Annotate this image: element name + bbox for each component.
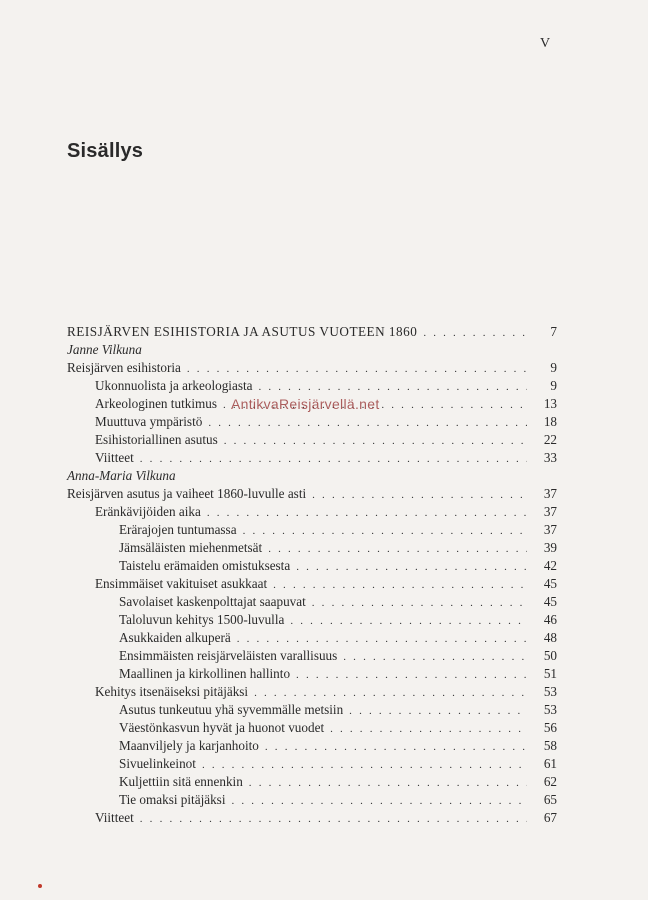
toc-entry-page: 65: [543, 792, 557, 807]
toc-entry-title: Maallinen ja kirkollinen hallinto: [119, 666, 291, 681]
toc-entry-page: 45: [543, 576, 557, 591]
dot-leader: [208, 414, 527, 432]
toc-entry-page: 53: [543, 702, 557, 717]
toc-entry-page: 9: [550, 378, 557, 393]
dot-leader: [202, 756, 527, 774]
dot-leader: [237, 630, 527, 648]
toc-entry[interactable]: [67, 809, 557, 827]
toc-entry[interactable]: [67, 485, 557, 503]
dot-leader: [268, 540, 527, 558]
toc-entry-page: 13: [543, 396, 557, 411]
toc-entry-page: 22: [543, 432, 557, 447]
dot-leader: [187, 360, 527, 378]
dot-leader: [296, 558, 527, 576]
toc-entry-title: Reisjärven esihistoria: [67, 360, 181, 375]
toc-entry[interactable]: [67, 449, 557, 467]
dot-leader: [249, 774, 527, 792]
dot-leader: [231, 792, 527, 810]
toc-entry-page: 9: [550, 360, 557, 375]
toc-entry[interactable]: [67, 521, 557, 539]
dot-leader: [224, 432, 527, 450]
dot-leader: [243, 522, 527, 540]
toc-entry-page: 33: [543, 450, 557, 465]
dot-leader: [349, 702, 527, 720]
toc-entry-page: 18: [543, 414, 557, 429]
page-number: V: [540, 36, 551, 51]
toc-entry[interactable]: [67, 647, 557, 665]
toc-entry-title: Muuttuva ympäristö: [95, 414, 203, 429]
toc-entry-page: 45: [543, 594, 557, 609]
toc-entry[interactable]: [67, 593, 557, 611]
toc-entry-page: 37: [543, 522, 557, 537]
toc-entry[interactable]: [67, 665, 557, 683]
dot-leader: [290, 612, 527, 630]
dot-leader: [207, 504, 527, 522]
author-name: Janne Vilkuna: [67, 342, 142, 357]
toc-entry-title: Savolaiset kaskenpolttajat saapuvat: [119, 594, 306, 609]
toc-entry-page: 7: [550, 324, 557, 339]
dot-leader: [330, 720, 527, 738]
toc-entry-page: 58: [543, 738, 557, 753]
dot-leader: [265, 738, 527, 756]
dot-leader: [312, 486, 527, 504]
toc-entry-title: Väestönkasvun hyvät ja huonot vuodet: [119, 720, 325, 735]
toc-entry-title: Kuljettiin sitä ennenkin: [119, 774, 243, 789]
dot-leader: [273, 576, 527, 594]
dot-leader: [258, 378, 527, 396]
toc-entry-title: Ensimmäisten reisjärveläisten varallisuus: [119, 648, 338, 663]
toc-entry-title: Esihistoriallinen asutus: [95, 432, 218, 447]
toc-entry-page: 37: [543, 486, 557, 501]
toc-entry[interactable]: [67, 413, 557, 431]
toc-entry-page: 67: [543, 810, 557, 825]
dot-leader: [423, 324, 527, 342]
dot-leader: [343, 648, 527, 666]
toc-entry[interactable]: [67, 683, 557, 701]
toc-entry-page: 46: [543, 612, 557, 627]
toc-entry-title: Ensimmäiset vakituiset asukkaat: [95, 576, 268, 591]
watermark: AntikvaReisjärvellä.net: [231, 396, 380, 412]
toc-entry-page: 42: [543, 558, 557, 573]
dot-leader: [254, 684, 527, 702]
toc-entry-page: 50: [543, 648, 557, 663]
toc-entry-title: REISJÄRVEN ESIHISTORIA JA ASUTUS VUOTEEN 1860: [67, 324, 418, 339]
author-name: Anna-Maria Vilkuna: [67, 468, 176, 483]
toc-author: [67, 467, 557, 485]
toc-entry-page: 37: [543, 504, 557, 519]
toc-entry-title: Asutus tunkeutuu yhä syvemmälle metsiin: [119, 702, 344, 717]
toc-entry-title: Sivuelinkeinot: [119, 756, 196, 771]
toc-entry-title: Eränkävijöiden aika: [95, 504, 201, 519]
toc-entry-title: Erärajojen tuntumassa: [119, 522, 237, 537]
toc-entry-title: Maanviljely ja karjanhoito: [119, 738, 259, 753]
toc-entry-title: Ukonnuolista ja arkeologiasta: [95, 378, 253, 393]
toc-entry[interactable]: [67, 575, 557, 593]
toc-entry-page: 48: [543, 630, 557, 645]
toc-entry-title: Tie omaksi pitäjäksi: [119, 792, 226, 807]
toc-entry[interactable]: [67, 773, 557, 791]
toc-entry-page: 39: [543, 540, 557, 555]
dot-leader: [312, 594, 527, 612]
toc-entry-page: 56: [543, 720, 557, 735]
toc-entry-title: Reisjärven asutus ja vaiheet 1860-luvulle asti: [67, 486, 307, 501]
toc-entry[interactable]: [67, 323, 557, 341]
toc-entry[interactable]: [67, 701, 557, 719]
toc-entry[interactable]: [67, 431, 557, 449]
toc-entry-title: Kehitys itsenäiseksi pitäjäksi: [95, 684, 249, 699]
toc-entry-title: Taistelu erämaiden omistuksesta: [119, 558, 291, 573]
toc-entry-title: Taloluvun kehitys 1500-luvulla: [119, 612, 285, 627]
dot-leader: [140, 810, 527, 828]
dot-leader: [296, 666, 527, 684]
toc-entry-page: 53: [543, 684, 557, 699]
toc-entry[interactable]: [67, 791, 557, 809]
toc-entry[interactable]: [67, 557, 557, 575]
toc-entry-title: Viitteet: [95, 450, 134, 465]
toc-entry[interactable]: [67, 719, 557, 737]
toc-entry-title: Asukkaiden alkuperä: [119, 630, 231, 645]
toc-entry[interactable]: [67, 503, 557, 521]
toc-entry[interactable]: [67, 755, 557, 773]
toc-entry-title: Viitteet: [95, 810, 134, 825]
toc-author: [67, 341, 557, 359]
toc-entry[interactable]: [67, 359, 557, 377]
toc-entry[interactable]: [67, 611, 557, 629]
toc-entry[interactable]: [67, 539, 557, 557]
toc-entry-title: Jämsäläisten miehenmetsät: [119, 540, 263, 555]
page-title: Sisällys: [67, 140, 144, 162]
toc-entry[interactable]: [67, 737, 557, 755]
toc-entry-page: 62: [543, 774, 557, 789]
toc-entry[interactable]: [67, 377, 557, 395]
toc-entry[interactable]: [67, 629, 557, 647]
dot-leader: [140, 450, 527, 468]
toc-entry-title: Arkeologinen tutkimus: [95, 396, 217, 411]
toc-entry-page: 51: [543, 666, 557, 681]
toc-entry-page: 61: [543, 756, 557, 771]
ink-mark: [38, 884, 42, 888]
